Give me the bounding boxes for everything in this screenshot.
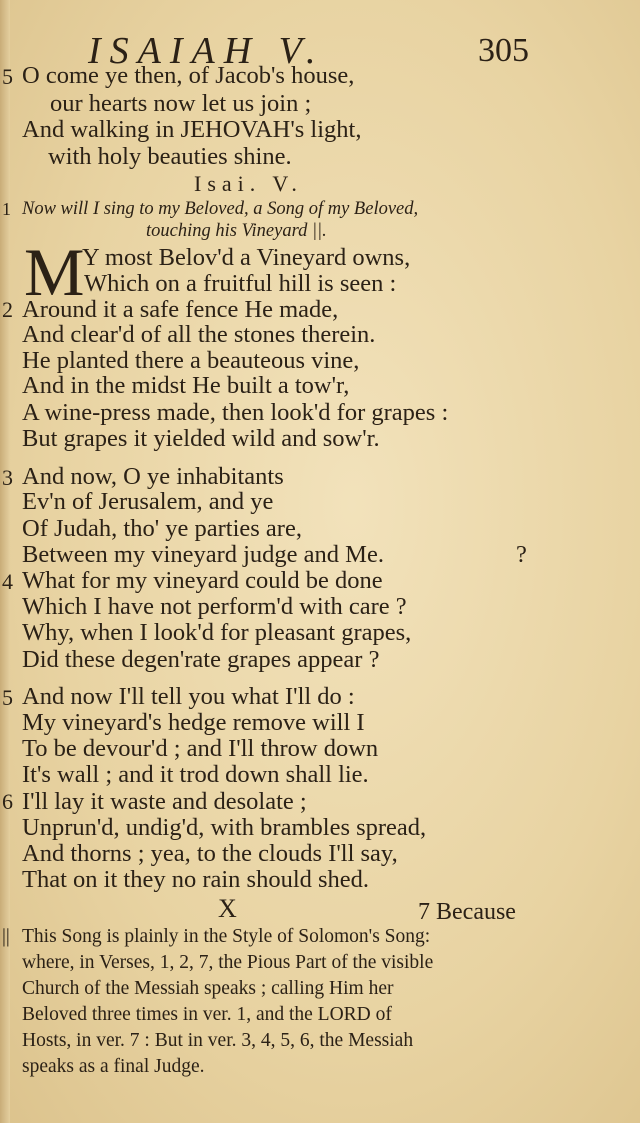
section-title: Isai. V.: [194, 171, 303, 196]
poem-line: That on it they no rain should shed.: [22, 866, 370, 893]
poem-line: My vineyard's hedge remove will I: [22, 709, 365, 736]
poem-line: I'll lay it waste and desolate ;: [22, 788, 307, 815]
verse-number: 5: [2, 64, 13, 89]
poem-line: Around it a safe fence He made,: [22, 296, 339, 323]
footnote-line: Church of the Messiah speaks ; calling Him her: [22, 978, 394, 999]
hymn-line: And walking in JEHOVAH's light,: [22, 116, 362, 143]
poem-line: And now, O ye inhabitants: [22, 463, 284, 490]
catchword: 7 Because: [418, 899, 516, 925]
rubric-line: touching his Vineyard ||.: [146, 221, 327, 241]
hymn-line: with holy beauties shine.: [48, 143, 292, 170]
footnote-line: speaks as a final Judge.: [22, 1056, 205, 1077]
footnote-line: Hosts, in ver. 7 : But in ver. 3, 4, 5, 6, the Messiah: [22, 1030, 414, 1051]
verse-number: 2: [2, 297, 13, 322]
stray-mark: ?: [516, 541, 527, 568]
poem-line: It's wall ; and it trod down shall lie.: [22, 761, 369, 788]
poem-line: Why, when I look'd for pleasant grapes,: [22, 619, 412, 646]
poem-line: Which I have not perform'd with care ?: [22, 593, 407, 620]
signature-mark: X: [218, 894, 237, 923]
verse-number: 3: [2, 465, 13, 490]
poem-line: And now I'll tell you what I'll do :: [22, 683, 355, 710]
footnote-line: Beloved three times in ver. 1, and the LORD of: [22, 1004, 392, 1025]
poem-line: Ev'n of Jerusalem, and ye: [22, 488, 274, 515]
verse-number: 1: [2, 199, 11, 219]
page-number: 305: [478, 32, 529, 69]
poem-line: And clear'd of all the stones therein.: [22, 321, 376, 348]
rubric-line: Now will I sing to my Beloved, a Song of my Beloved,: [22, 199, 419, 219]
poem-line: He planted there a beauteous vine,: [22, 347, 360, 374]
poem-line: Did these degen'rate grapes appear ?: [22, 646, 380, 673]
poem-line: And in the midst He built a tow'r,: [22, 372, 350, 399]
poem-line: Between my vineyard judge and Me.: [22, 541, 384, 568]
footnote-marker: ||: [2, 926, 10, 947]
poem-line: Unprun'd, undig'd, with brambles spread,: [22, 814, 427, 841]
hymn-line: our hearts now let us join ;: [50, 90, 312, 117]
poem-line: What for my vineyard could be done: [22, 567, 383, 594]
poem-line: But grapes it yielded wild and sow'r.: [22, 425, 380, 452]
drop-cap: M: [24, 234, 85, 310]
hymn-line: O come ye then, of Jacob's house,: [22, 62, 355, 89]
running-header: ISAIAH V.: [88, 30, 325, 72]
page-edge: [0, 0, 10, 1123]
poem-line: Which on a fruitful hill is seen :: [84, 270, 397, 297]
poem-line: And thorns ; yea, to the clouds I'll say,: [22, 840, 398, 867]
poem-line: To be devour'd ; and I'll throw down: [22, 735, 379, 762]
footnote-line: where, in Verses, 1, 2, 7, the Pious Part of the visible: [22, 952, 434, 973]
verse-number: 5: [2, 685, 13, 710]
poem-line: Of Judah, tho' ye parties are,: [22, 515, 302, 542]
poem-line: Y most Belov'd a Vineyard owns,: [82, 244, 411, 271]
verse-number: 6: [2, 789, 13, 814]
poem-line: A wine-press made, then look'd for grapes :: [22, 399, 449, 426]
footnote-line: This Song is plainly in the Style of Solomon's Song:: [22, 926, 431, 947]
verse-number: 4: [2, 569, 13, 594]
